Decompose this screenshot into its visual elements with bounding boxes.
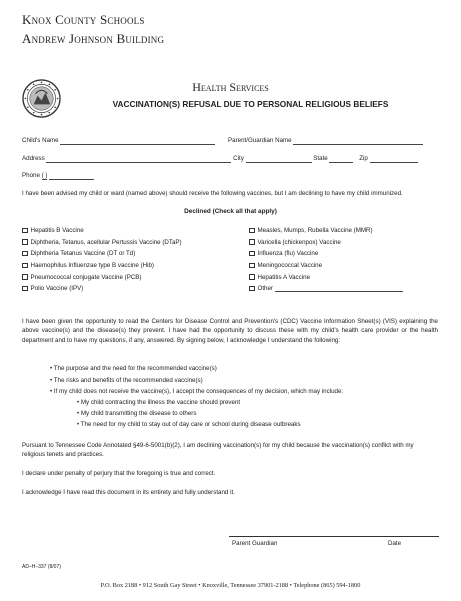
sub-bullet-item: • My child contracting the illness the vaccine should prevent — [77, 399, 241, 406]
vaccine-option[interactable]: Hepatitis B Vaccine — [22, 227, 182, 239]
parent-name-row — [228, 137, 423, 145]
sub-bullet-item: • My child transmitting the disease to others — [77, 410, 197, 417]
vaccine-option[interactable]: Diphtheria, Tetanus, acellular Pertussis Vaccine (DTaP) — [22, 239, 182, 251]
vaccine-option[interactable]: Pneumococcal conjugate Vaccine (PCB) — [22, 274, 182, 286]
parent-name-label: Parent/Guardian Name — [228, 137, 292, 144]
intro-paragraph: I have been advised my child or ward (named above) should receive the following vaccines, but I am declining to have my child immunized. — [22, 190, 403, 197]
checkbox[interactable] — [249, 251, 255, 257]
bullet-item: • The purpose and the need for the recommended vaccine(s) — [50, 365, 217, 372]
vaccine-option[interactable]: Meningococcal Vaccine — [249, 262, 403, 274]
vaccine-list-right — [249, 227, 403, 297]
perjury-statement: I declare under penalty of perjury that the foregoing is true and correct. — [22, 470, 216, 477]
vaccine-option[interactable]: Haemophilus Influenzae type B vaccine (Hib) — [22, 262, 182, 274]
checkbox[interactable] — [22, 239, 28, 245]
bullet-item: • The risks and benefits of the recommended vaccine(s) — [50, 376, 203, 384]
org-name: Knox County Schools — [22, 12, 145, 27]
form-code: AD–H–337 (8/07) — [22, 564, 61, 570]
other-vaccine-field[interactable] — [275, 285, 403, 292]
vaccine-option-other[interactable]: Other — [249, 285, 403, 297]
phone-area-code[interactable]: ( ) — [41, 172, 48, 179]
city-label: City — [233, 155, 244, 162]
checkbox[interactable] — [22, 228, 28, 234]
checkbox[interactable] — [249, 263, 255, 269]
checkbox[interactable] — [22, 286, 28, 292]
vaccine-option[interactable]: Influenza (flu) Vaccine — [249, 250, 403, 262]
zip-label: Zip — [359, 155, 368, 162]
state-label: State — [313, 155, 328, 162]
checkbox[interactable] — [249, 274, 255, 280]
parent-guardian-label: Parent Guardian — [232, 540, 278, 547]
checkbox[interactable] — [22, 251, 28, 257]
checkbox[interactable] — [22, 263, 28, 269]
department-heading: Health Services — [192, 80, 269, 94]
sub-bullet-item: • The need for my child to stay out of day care or school during disease outbreaks — [77, 421, 301, 428]
phone-label: Phone — [22, 172, 40, 179]
vaccine-option[interactable]: Hepatitis A Vaccine — [249, 274, 403, 286]
vaccine-list-left — [22, 227, 182, 297]
phone-row — [22, 172, 94, 180]
child-name-label: Child's Name — [22, 137, 59, 144]
bullet-item: • If my child does not receive the vaccine(s), I accept the consequences of my decision, which may include: — [50, 388, 344, 395]
child-name-field[interactable] — [60, 138, 215, 145]
state-field[interactable] — [329, 156, 353, 163]
building-name: Andrew Johnson Building — [22, 31, 165, 46]
address-field[interactable] — [46, 156, 231, 163]
date-label: Date — [388, 540, 402, 547]
zip-field[interactable] — [370, 156, 418, 163]
checkbox[interactable] — [249, 228, 255, 234]
signature-line[interactable] — [229, 536, 439, 537]
form-title: VACCINATION(S) REFUSAL DUE TO PERSONAL RELIGIOUS BELIEFS — [112, 99, 389, 109]
parent-name-field[interactable] — [293, 138, 423, 145]
opportunity-paragraph: I have been given the opportunity to read the Centers for Disease Control and Prevention's (CDC) Vaccine Information Sheet(s) (VIS) explaining the above vaccine(s) and the disease(s) they prevent. I have had the opportunity to discuss these with my child's health care provider or the health department and to have my questions, if any, answered. By signing below, I acknowledge I understand the following: — [22, 318, 438, 344]
checkbox[interactable] — [249, 239, 255, 245]
address-label: Address — [22, 155, 45, 162]
vaccine-option[interactable]: Diphtheria Tetanus Vaccine (DT or Td) — [22, 250, 182, 262]
statute-paragraph: Pursuant to Tennessee Code Annotated §49-6-5001(b)(2), I am declining vaccination(s) for my child because the vaccination(s) conflict with my religious tenets and practices. — [22, 442, 414, 459]
city-field[interactable] — [246, 156, 312, 163]
vaccine-option[interactable]: Varicella (chickenpox) Vaccine — [249, 239, 403, 251]
child-name-row — [22, 137, 215, 145]
acknowledge-statement: I acknowledge I have read this document in its entirety and fully understand it. — [22, 489, 235, 496]
footer-address: P.O. Box 2188 • 912 South Gay Street • Knoxville, Tennessee 37901-2188 • Telephone (865) 594-1800 — [100, 582, 361, 589]
checkbox[interactable] — [22, 274, 28, 280]
address-row — [22, 155, 418, 163]
vaccine-option[interactable]: Polio Vaccine (IPV) — [22, 285, 182, 297]
declined-heading: Declined (Check all that apply) — [184, 208, 277, 215]
vaccine-option[interactable]: Measles, Mumps, Rubella Vaccine (MMR) — [249, 227, 403, 239]
phone-field[interactable] — [49, 173, 94, 180]
checkbox[interactable] — [249, 286, 255, 292]
acknowledgment-list — [50, 365, 440, 432]
